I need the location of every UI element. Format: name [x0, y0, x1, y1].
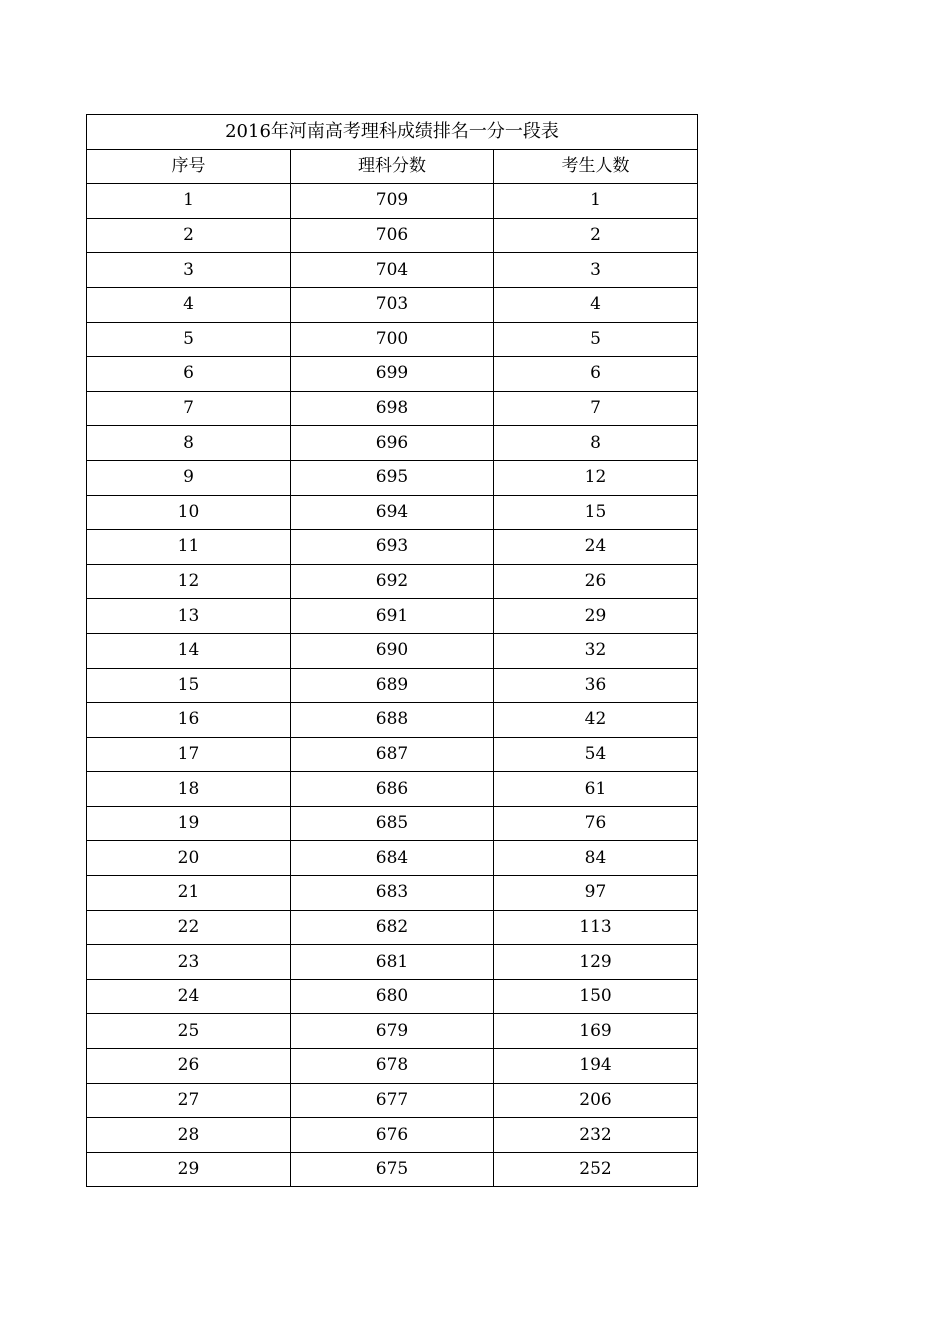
- table-row: [87, 1049, 698, 1084]
- score-ranking-table: [86, 114, 698, 1187]
- cell-serial-number: 2: [87, 218, 291, 253]
- cell-student-count: 29: [494, 599, 698, 634]
- cell-science-score: 676: [291, 1118, 494, 1153]
- table-row: [87, 633, 698, 668]
- cell-science-score: 699: [291, 357, 494, 392]
- cell-serial-number: 15: [87, 668, 291, 703]
- table-row: [87, 184, 698, 219]
- cell-student-count: 232: [494, 1118, 698, 1153]
- cell-student-count: 5: [494, 322, 698, 357]
- cell-student-count: 6: [494, 357, 698, 392]
- cell-science-score: 704: [291, 253, 494, 288]
- cell-serial-number: 16: [87, 703, 291, 738]
- table-row: [87, 910, 698, 945]
- cell-science-score: 682: [291, 910, 494, 945]
- cell-serial-number: 17: [87, 737, 291, 772]
- table-row: [87, 218, 698, 253]
- table-row: [87, 495, 698, 530]
- cell-serial-number: 24: [87, 979, 291, 1014]
- cell-serial-number: 28: [87, 1118, 291, 1153]
- cell-student-count: 84: [494, 841, 698, 876]
- cell-student-count: 3: [494, 253, 698, 288]
- cell-serial-number: 4: [87, 287, 291, 322]
- cell-science-score: 706: [291, 218, 494, 253]
- table-row: [87, 322, 698, 357]
- cell-serial-number: 25: [87, 1014, 291, 1049]
- cell-student-count: 8: [494, 426, 698, 461]
- cell-science-score: 698: [291, 391, 494, 426]
- table-row: [87, 737, 698, 772]
- cell-serial-number: 22: [87, 910, 291, 945]
- table-header-row: [87, 149, 698, 184]
- cell-science-score: 686: [291, 772, 494, 807]
- cell-student-count: 36: [494, 668, 698, 703]
- cell-student-count: 129: [494, 945, 698, 980]
- cell-serial-number: 14: [87, 633, 291, 668]
- table-row: [87, 460, 698, 495]
- cell-science-score: 700: [291, 322, 494, 357]
- header-science-score: 理科分数: [291, 149, 494, 184]
- cell-student-count: 76: [494, 806, 698, 841]
- table-title: 2016年河南高考理科成绩排名一分一段表: [87, 115, 698, 150]
- header-serial-number: 序号: [87, 149, 291, 184]
- cell-serial-number: 11: [87, 530, 291, 565]
- table-row: [87, 841, 698, 876]
- cell-science-score: 678: [291, 1049, 494, 1084]
- cell-science-score: 703: [291, 287, 494, 322]
- cell-serial-number: 27: [87, 1083, 291, 1118]
- cell-science-score: 684: [291, 841, 494, 876]
- cell-student-count: 26: [494, 564, 698, 599]
- cell-science-score: 688: [291, 703, 494, 738]
- table-row: [87, 1083, 698, 1118]
- table-row: [87, 806, 698, 841]
- cell-serial-number: 20: [87, 841, 291, 876]
- cell-serial-number: 10: [87, 495, 291, 530]
- cell-science-score: 690: [291, 633, 494, 668]
- table-row: [87, 1152, 698, 1187]
- cell-serial-number: 29: [87, 1152, 291, 1187]
- cell-student-count: 206: [494, 1083, 698, 1118]
- cell-serial-number: 26: [87, 1049, 291, 1084]
- cell-science-score: 694: [291, 495, 494, 530]
- cell-science-score: 695: [291, 460, 494, 495]
- cell-student-count: 24: [494, 530, 698, 565]
- table-row: [87, 564, 698, 599]
- table-row: [87, 253, 698, 288]
- table-row: [87, 357, 698, 392]
- table-row: [87, 979, 698, 1014]
- table-row: [87, 599, 698, 634]
- cell-serial-number: 8: [87, 426, 291, 461]
- cell-serial-number: 23: [87, 945, 291, 980]
- cell-student-count: 1: [494, 184, 698, 219]
- cell-student-count: 97: [494, 876, 698, 911]
- cell-science-score: 681: [291, 945, 494, 980]
- cell-serial-number: 18: [87, 772, 291, 807]
- cell-student-count: 4: [494, 287, 698, 322]
- table-row: [87, 1118, 698, 1153]
- cell-serial-number: 13: [87, 599, 291, 634]
- cell-student-count: 252: [494, 1152, 698, 1187]
- cell-serial-number: 9: [87, 460, 291, 495]
- cell-science-score: 693: [291, 530, 494, 565]
- table-row: [87, 703, 698, 738]
- cell-serial-number: 12: [87, 564, 291, 599]
- cell-student-count: 61: [494, 772, 698, 807]
- cell-student-count: 150: [494, 979, 698, 1014]
- table-row: [87, 426, 698, 461]
- cell-serial-number: 19: [87, 806, 291, 841]
- cell-student-count: 42: [494, 703, 698, 738]
- cell-science-score: 679: [291, 1014, 494, 1049]
- cell-serial-number: 5: [87, 322, 291, 357]
- cell-student-count: 169: [494, 1014, 698, 1049]
- cell-serial-number: 3: [87, 253, 291, 288]
- cell-serial-number: 1: [87, 184, 291, 219]
- table-row: [87, 391, 698, 426]
- table-row: [87, 1014, 698, 1049]
- cell-student-count: 7: [494, 391, 698, 426]
- cell-science-score: 696: [291, 426, 494, 461]
- table-row: [87, 772, 698, 807]
- cell-serial-number: 21: [87, 876, 291, 911]
- cell-student-count: 113: [494, 910, 698, 945]
- cell-science-score: 683: [291, 876, 494, 911]
- cell-science-score: 675: [291, 1152, 494, 1187]
- cell-student-count: 2: [494, 218, 698, 253]
- cell-student-count: 15: [494, 495, 698, 530]
- cell-science-score: 680: [291, 979, 494, 1014]
- cell-student-count: 54: [494, 737, 698, 772]
- table-title-row: [87, 115, 698, 150]
- table-row: [87, 668, 698, 703]
- cell-science-score: 692: [291, 564, 494, 599]
- cell-student-count: 194: [494, 1049, 698, 1084]
- cell-science-score: 689: [291, 668, 494, 703]
- table-row: [87, 287, 698, 322]
- cell-student-count: 12: [494, 460, 698, 495]
- cell-science-score: 677: [291, 1083, 494, 1118]
- cell-student-count: 32: [494, 633, 698, 668]
- cell-serial-number: 6: [87, 357, 291, 392]
- table-row: [87, 876, 698, 911]
- header-student-count: 考生人数: [494, 149, 698, 184]
- cell-science-score: 691: [291, 599, 494, 634]
- cell-serial-number: 7: [87, 391, 291, 426]
- table-row: [87, 945, 698, 980]
- cell-science-score: 709: [291, 184, 494, 219]
- cell-science-score: 687: [291, 737, 494, 772]
- table-row: [87, 530, 698, 565]
- cell-science-score: 685: [291, 806, 494, 841]
